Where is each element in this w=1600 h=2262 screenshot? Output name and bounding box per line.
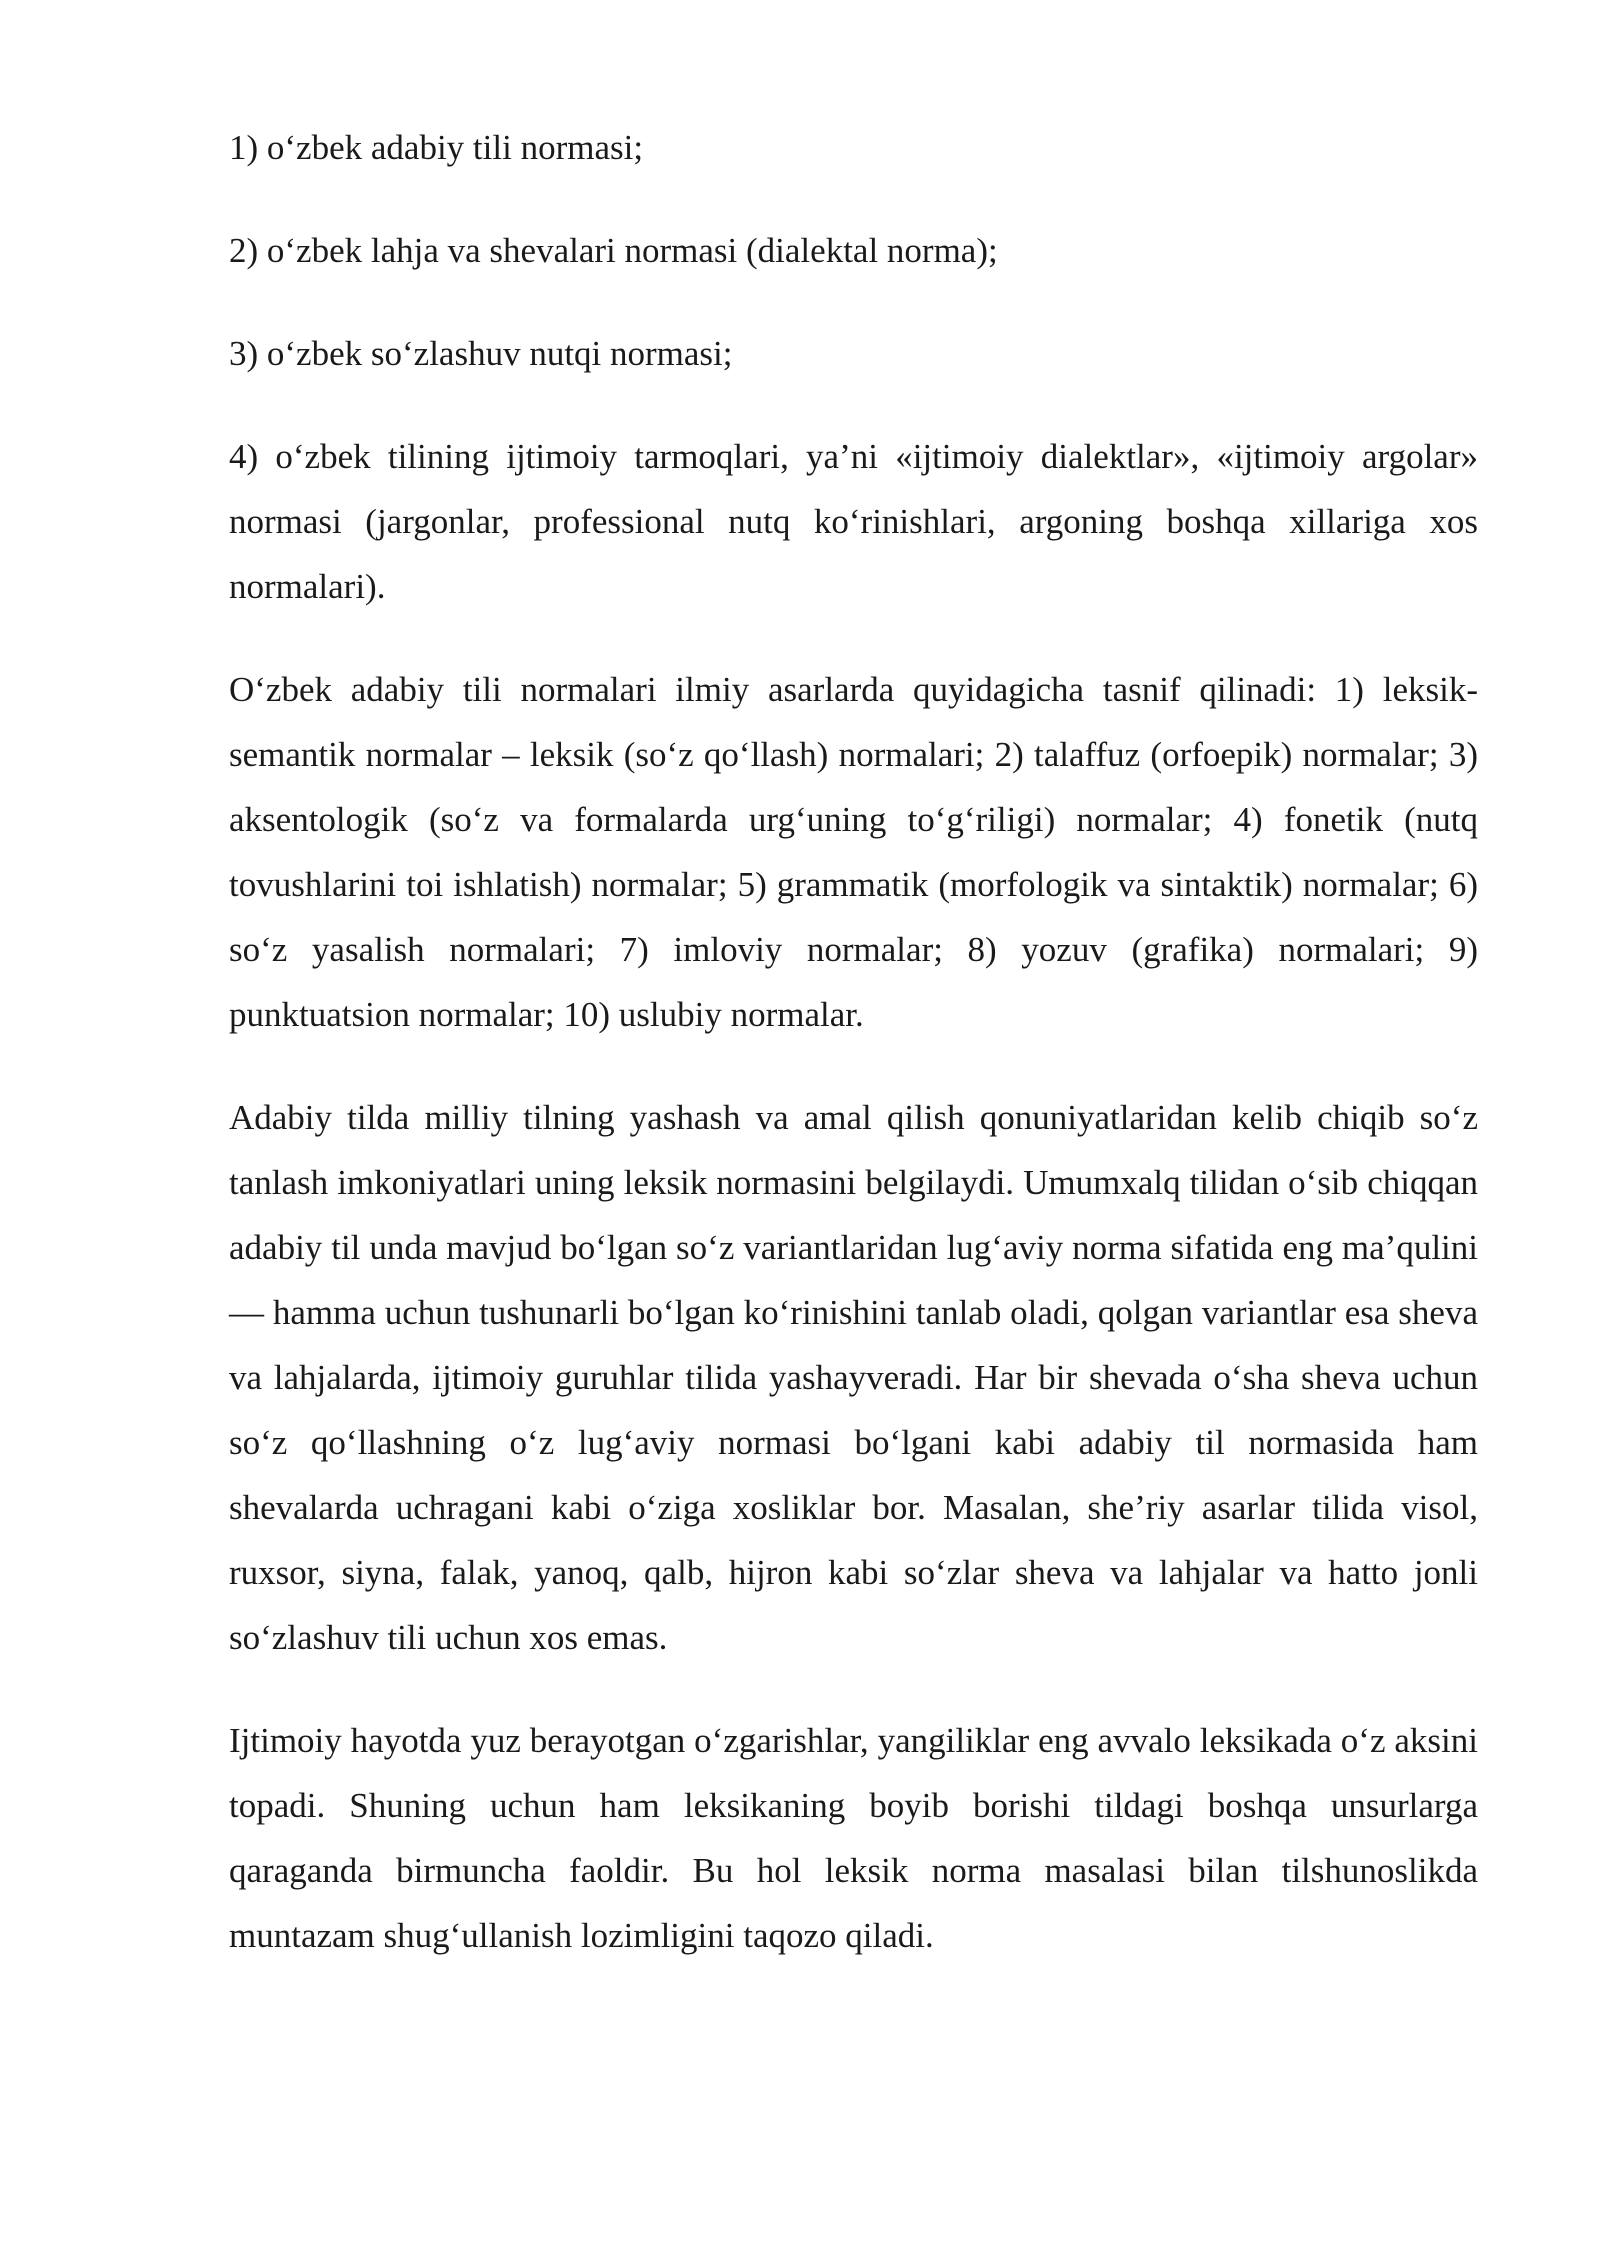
paragraph-social-changes: Ijtimoiy hayotda yuz berayotgan o‘zgarishlar, yangiliklar eng avvalo leksikada o‘z aksini topadi. Shuning uchun ham leksikaning boyib borishi tildagi boshqa unsurlarga qaraganda birmuncha faoldir. Bu hol leksik norma masalasi bilan tilshunoslikda muntazam shug‘ullanish lozimligini taqozo qiladi.: [229, 1721, 1478, 1955]
list-item-3: 3) o‘zbek so‘zlashuv nutqi normasi;: [229, 334, 733, 373]
list-item-4: 4) o‘zbek tilining ijtimoiy tarmoqlari, ya’ni «ijtimoiy dialektlar», «ijtimoiy argolar» normasi (jargonlar, professional nutq ko‘rinishlari, argoning boshqa xillariga xos normalari).: [229, 437, 1478, 606]
list-item-1: 1) o‘zbek adabiy tili normasi;: [229, 128, 644, 167]
list-item-2: 2) o‘zbek lahja va shevalari normasi (dialektal norma);: [229, 231, 998, 270]
paragraph-norm-classification: O‘zbek adabiy tili normalari ilmiy asarlarda quyidagicha tasnif qilinadi: 1) leksik-semantik normalar – leksik (so‘z qo‘llash) normalari; 2) talaffuz (orfoepik) normalar; 3) aksentologik (so‘z va formalarda urg‘uning to‘g‘riligi) normalar; 4) fonetik (nutq tovushlarini toi ishlatish) normalar; 5) grammatik (morfologik va sintaktik) normalar; 6) so‘z yasalish normalari; 7) imloviy normalar; 8) yozuv (grafika) normalari; 9) punktuatsion normalar; 10) uslubiy normalar.: [229, 670, 1478, 1034]
document-page: [229, 115, 1478, 2006]
paragraph-lexical-norm: Adabiy tilda milliy tilning yashash va amal qilish qonuniyatlaridan kelib chiqib so‘z tanlash imkoniyatlari uning leksik normasini belgilaydi. Umumxalq tilidan o‘sib chiqqan adabiy til unda mavjud bo‘lgan so‘z variantlaridan lug‘aviy norma sifatida eng ma’qulini — hamma uchun tushunarli bo‘lgan ko‘rinishini tanlab oladi, qolgan variantlar esa sheva va lahjalarda, ijtimoiy guruhlar tilida yashayveradi. Har bir shevada o‘sha sheva uchun so‘z qo‘llashning o‘z lug‘aviy normasi bo‘lgani kabi adabiy til normasida ham shevalarda uchragani kabi o‘ziga xosliklar bor. Masalan, she’riy asarlar tilida visol, ruxsor, siyna, falak, yanoq, qalb, hijron kabi so‘zlar sheva va lahjalar va hatto jonli so‘zlashuv tili uchun xos emas.: [229, 1098, 1478, 1657]
